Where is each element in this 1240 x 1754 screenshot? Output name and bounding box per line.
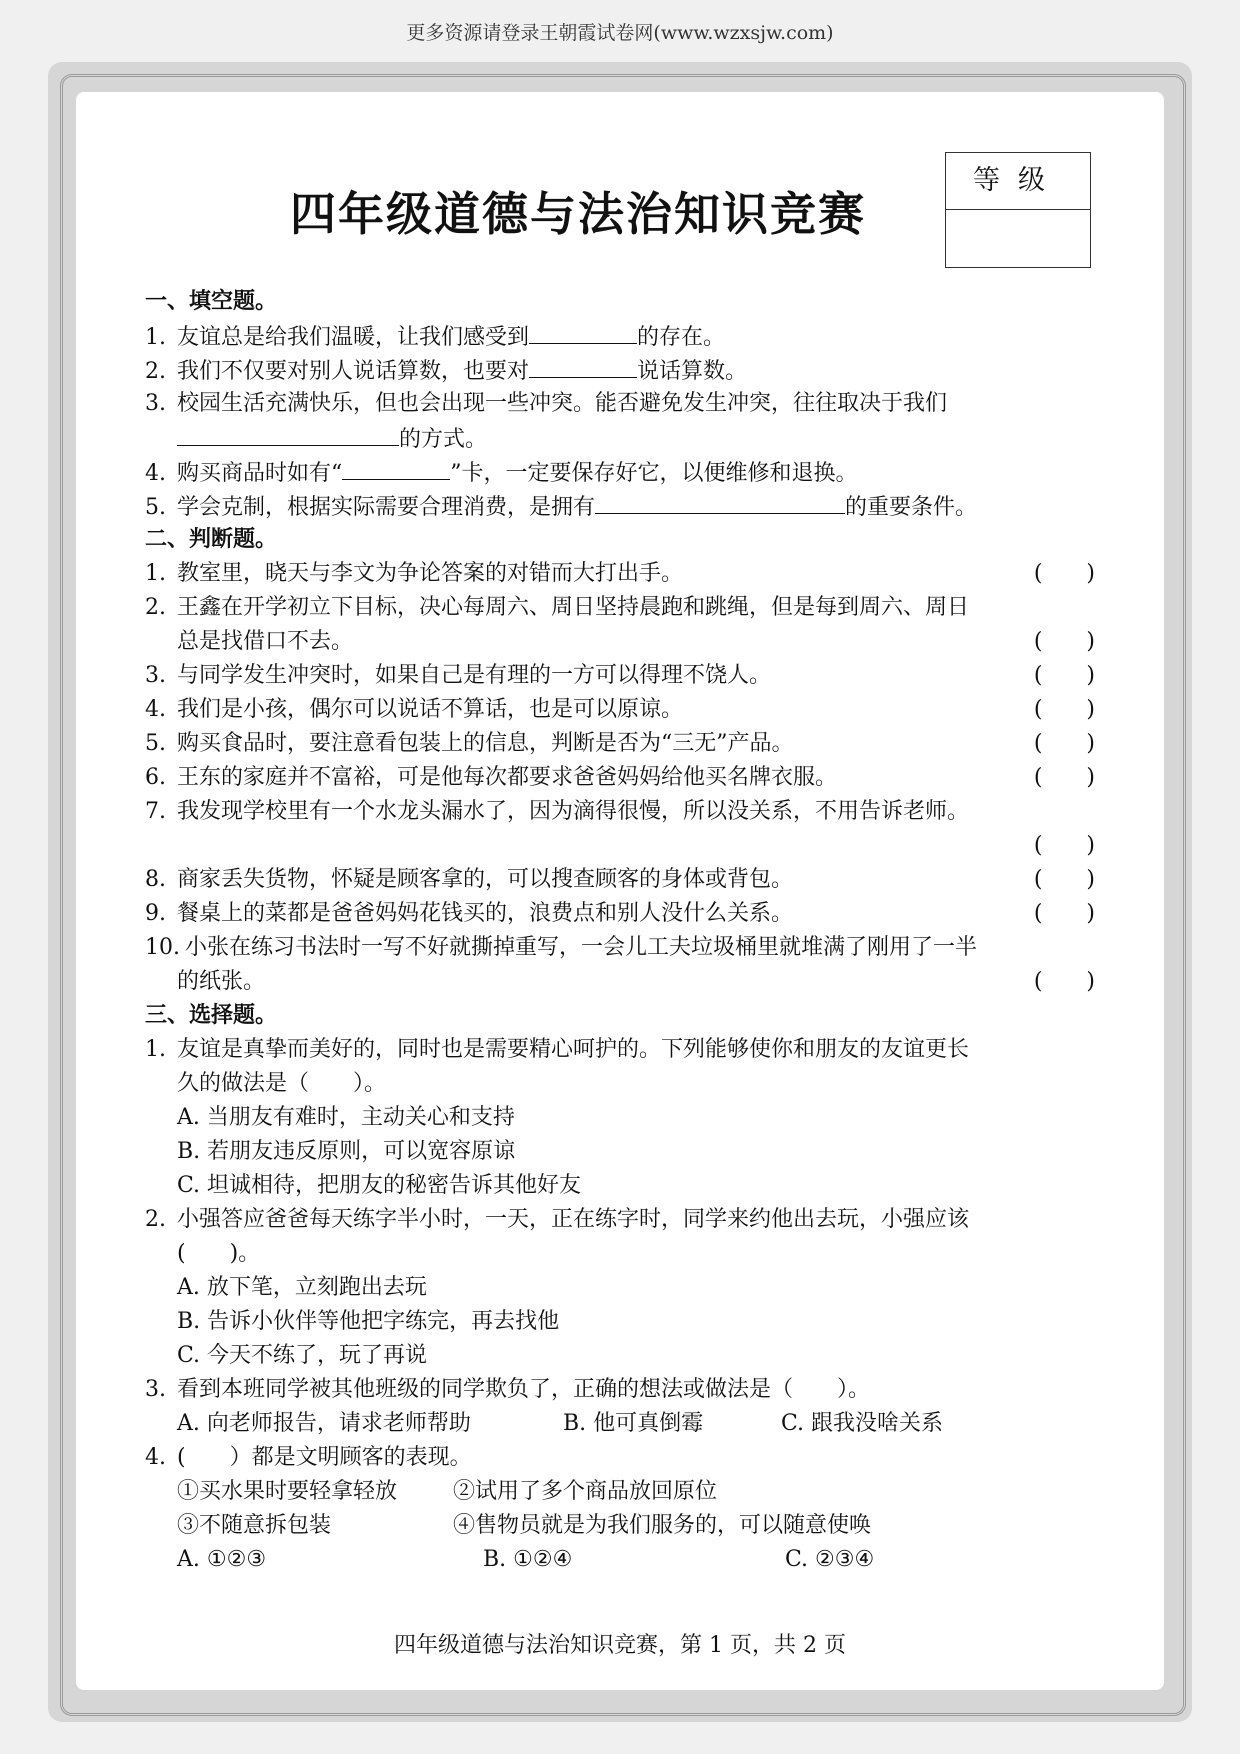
judge-question-6: 6. 王东的家庭并不富裕，可是他每次都要求爸爸妈妈给他买名牌衣服。 ( ) [145, 761, 1095, 795]
grade-label: 等级 [946, 153, 1090, 210]
choice-question-1-cont: 久的做法是（ ）。 [177, 1071, 387, 1096]
site-header: 更多资源请登录王朝霞试卷网(www.wzxsjw.com) [406, 22, 834, 44]
question-content [145, 285, 1095, 1577]
choice-options-row [145, 1543, 1095, 1577]
statement-row [145, 1509, 1095, 1543]
answer-parentheses[interactable]: ( ) [1033, 561, 1095, 586]
choice-option[interactable]: B. 他可真倒霉 [563, 1411, 704, 1436]
grade-value-field[interactable] [946, 210, 1090, 266]
choice-option[interactable]: B. 告诉小伙伴等他把字练完，再去找他 [177, 1309, 560, 1334]
choice-option[interactable]: A. ①②③ [177, 1547, 267, 1572]
judge-question-9: 9. 餐桌上的菜都是爸爸妈妈花钱买的，浪费点和别人没什么关系。 ( ) [145, 897, 1095, 931]
section-heading-choice: 三、选择题。 [145, 1003, 278, 1028]
fill-question-1: 1. 友谊总是给我们温暖，让我们感受到 的存在。 [145, 319, 1095, 353]
answer-blank[interactable] [342, 455, 450, 480]
page-footer: 四年级道德与法治知识竞赛，第 1 页，共 2 页 [394, 1633, 846, 1658]
section-heading-judge: 二、判断题。 [145, 527, 278, 552]
section-heading-fill: 一、填空题。 [145, 289, 278, 314]
grade-box [945, 152, 1091, 268]
statement-item: ①买水果时要轻拿轻放 [177, 1479, 398, 1504]
answer-blank[interactable] [595, 489, 845, 514]
choice-option[interactable]: B. 若朋友违反原则，可以宽容原谅 [177, 1139, 516, 1164]
answer-parentheses[interactable]: ( ) [1033, 867, 1095, 892]
judge-question-7-cont [145, 829, 1095, 863]
choice-question-1: 1. 友谊是真挚而美好的，同时也是需要精心呵护的。下列能够使你和朋友的友谊更长 [145, 1037, 970, 1062]
judge-question-1: 1. 教室里，晓天与李文为争论答案的对错而大打出手。 ( ) [145, 557, 1095, 591]
answer-parentheses[interactable]: ( ) [1033, 663, 1095, 688]
page-title: 四年级道德与法治知识竞赛 [290, 187, 866, 241]
statement-item: ④售物员就是为我们服务的，可以随意使唤 [453, 1513, 872, 1538]
answer-parentheses[interactable]: ( ) [1033, 629, 1095, 654]
answer-parentheses[interactable]: ( ) [1033, 697, 1095, 722]
fill-question-3: 3. 校园生活充满快乐，但也会出现一些冲突。能否避免发生冲突，往往取决于我们 [145, 391, 948, 416]
choice-question-2-cont: ( )。 [177, 1241, 261, 1266]
fill-question-3-cont: 的方式。 [145, 421, 1095, 455]
answer-blank[interactable] [177, 421, 399, 446]
answer-parentheses[interactable]: ( ) [1033, 833, 1095, 858]
answer-blank[interactable] [529, 353, 637, 378]
choice-question-2: 2. 小强答应爸爸每天练字半小时，一天，正在练字时，同学来约他出去玩，小强应该 [145, 1207, 970, 1232]
judge-question-2-cont: 总是找借口不去。 ( ) [145, 625, 1095, 659]
fill-question-2: 2. 我们不仅要对别人说话算数，也要对 说话算数。 [145, 353, 1095, 387]
choice-question-4: 4. ( ）都是文明顾客的表现。 [145, 1445, 472, 1470]
answer-blank[interactable] [529, 319, 637, 344]
choice-option[interactable]: A. 向老师报告，请求老师帮助 [177, 1411, 471, 1436]
fill-question-4: 4. 购买商品时如有“ ”卡，一定要保存好它，以便维修和退换。 [145, 455, 1095, 489]
choice-option[interactable]: C. 跟我没啥关系 [781, 1411, 944, 1436]
choice-option[interactable]: B. ①②④ [483, 1547, 573, 1572]
answer-parentheses[interactable]: ( ) [1033, 901, 1095, 926]
judge-question-8: 8. 商家丢失货物，怀疑是顾客拿的，可以搜查顾客的身体或背包。 ( ) [145, 863, 1095, 897]
choice-option[interactable]: A. 放下笔，立刻跑出去玩 [177, 1275, 427, 1300]
choice-option[interactable]: C. ②③④ [785, 1547, 875, 1572]
choice-option[interactable]: A. 当朋友有难时，主动关心和支持 [177, 1105, 515, 1130]
fill-question-5: 5. 学会克制，根据实际需要合理消费，是拥有 的重要条件。 [145, 489, 1095, 523]
statement-item: ②试用了多个商品放回原位 [453, 1479, 718, 1504]
choice-option[interactable]: C. 今天不练了，玩了再说 [177, 1343, 428, 1368]
judge-question-7: 7. 我发现学校里有一个水龙头漏水了，因为滴得很慢，所以没关系，不用告诉老师。 [145, 799, 970, 824]
choice-options-row [145, 1407, 1095, 1441]
judge-question-10-cont: 的纸张。 ( ) [145, 965, 1095, 999]
choice-question-3: 3. 看到本班同学被其他班级的同学欺负了，正确的想法或做法是（ ）。 [145, 1377, 871, 1402]
judge-question-5: 5. 购买食品时，要注意看包装上的信息，判断是否为“三无”产品。 ( ) [145, 727, 1095, 761]
judge-question-3: 3. 与同学发生冲突时，如果自己是有理的一方可以得理不饶人。 ( ) [145, 659, 1095, 693]
answer-parentheses[interactable]: ( ) [1033, 969, 1095, 994]
choice-option[interactable]: C. 坦诚相待，把朋友的秘密告诉其他好友 [177, 1173, 582, 1198]
statement-row [145, 1475, 1095, 1509]
judge-question-10: 10. 小张在练习书法时一写不好就撕掉重写，一会儿工夫垃圾桶里就堆满了刚用了一半 [145, 935, 978, 960]
judge-question-2: 2. 王鑫在开学初立下目标，决心每周六、周日坚持晨跑和跳绳，但是每到周六、周日 [145, 595, 970, 620]
judge-question-4: 4. 我们是小孩，偶尔可以说话不算话，也是可以原谅。 ( ) [145, 693, 1095, 727]
answer-parentheses[interactable]: ( ) [1033, 765, 1095, 790]
answer-parentheses[interactable]: ( ) [1033, 731, 1095, 756]
statement-item: ③不随意拆包装 [177, 1513, 332, 1538]
